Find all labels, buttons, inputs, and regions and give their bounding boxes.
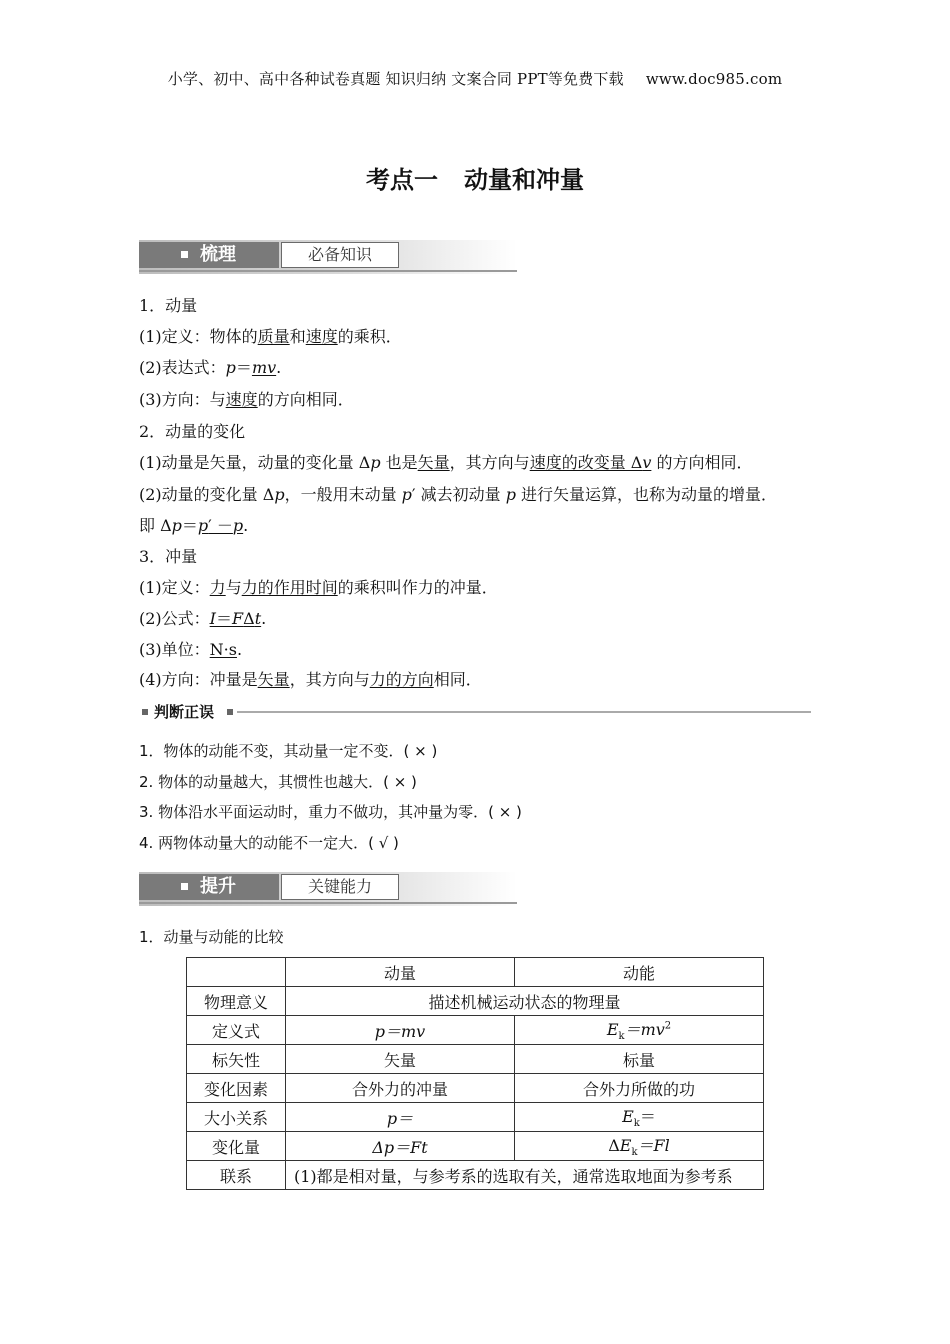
s2-head: 2．动量的变化 [139,422,246,441]
judge-item: 1．物体的动能不变，其动量一定不变．( × ) [139,742,438,760]
square-icon [181,883,188,890]
s3-line3: (3)单位：N·s. [139,640,243,659]
table-row: 标矢性 矢量 标量 [187,1045,764,1074]
banner-sub: 必备知识 [281,242,399,268]
banner-sub: 关键能力 [281,874,399,900]
page-title [0,160,950,195]
s2-line3: 即 Δp＝p′ －p. [139,516,249,535]
square-icon [181,251,188,258]
compare-heading: 1．动量与动能的比较 [139,928,284,946]
s1-head: 1．动量 [139,296,198,315]
banner-main: 提升 [139,874,279,900]
s3-line4: (4)方向：冲量是矢量，其方向与力的方向相同． [139,670,482,689]
judge-item: 2. 物体的动量越大，其惯性也越大．( × ) [139,773,417,791]
s1-line2: (2)表达式：p＝mv. [139,358,282,377]
judge-header [139,702,811,722]
table-row: 变化因素 合外力的冲量 合外力所做的功 [187,1074,764,1103]
page-header [0,68,950,89]
judge-item: 4. 两物体动量大的动能不一定大．( √ ) [139,834,399,852]
title-part1: 考点一 [366,166,438,194]
table-row: 变化量 Δp＝Ft $\Delta E_k=Fl$ [187,1132,764,1161]
s3-line1: (1)定义：力与力的作用时间的乘积叫作力的冲量． [139,578,498,597]
comparison-table [186,957,764,1190]
judge-label: 判断正误 [154,703,215,721]
section-banner-improve [139,872,517,906]
s1-line3: (3)方向：与速度的方向相同． [139,390,354,409]
s3-head: 3．冲量 [139,547,198,566]
s2-line1: (1)动量是矢量，动量的变化量 Δp 也是矢量，其方向与速度的改变量 Δv 的方向相同． [139,453,753,472]
header-site: www.doc985.com [645,70,783,88]
square-icon [227,709,233,715]
judge-item: 3. 物体沿水平面运动时，重力不做功，其冲量为零．( × ) [139,803,522,821]
title-part2: 动量和冲量 [464,166,584,194]
table-row: 物理意义 描述机械运动状态的物理量 [187,987,764,1016]
table-row: 联系 (1)都是相对量，与参考系的选取有关，通常选取地面为参考系 [187,1161,764,1190]
table-row: 动量 动能 [187,958,764,987]
s1-line1: (1)定义：物体的质量和速度的乘积． [139,327,402,346]
square-icon [142,709,148,715]
table-row: 大小关系 p＝ $E_k=$ [187,1103,764,1132]
s3-line2: (2)公式：I＝FΔt. [139,609,267,628]
header-text: 小学、初中、高中各种试卷真题 知识归纳 文案合同 PPT等免费下载 [167,70,624,88]
section-banner-review [139,240,517,274]
s2-line2: (2)动量的变化量 Δp，一般用末动量 p′ 减去初动量 p 进行矢量运算，也称为动量的增量． [139,485,778,504]
table-row: 定义式 p＝mv $E_k=mv^2$ [187,1016,764,1045]
banner-main: 梳理 [139,242,279,268]
